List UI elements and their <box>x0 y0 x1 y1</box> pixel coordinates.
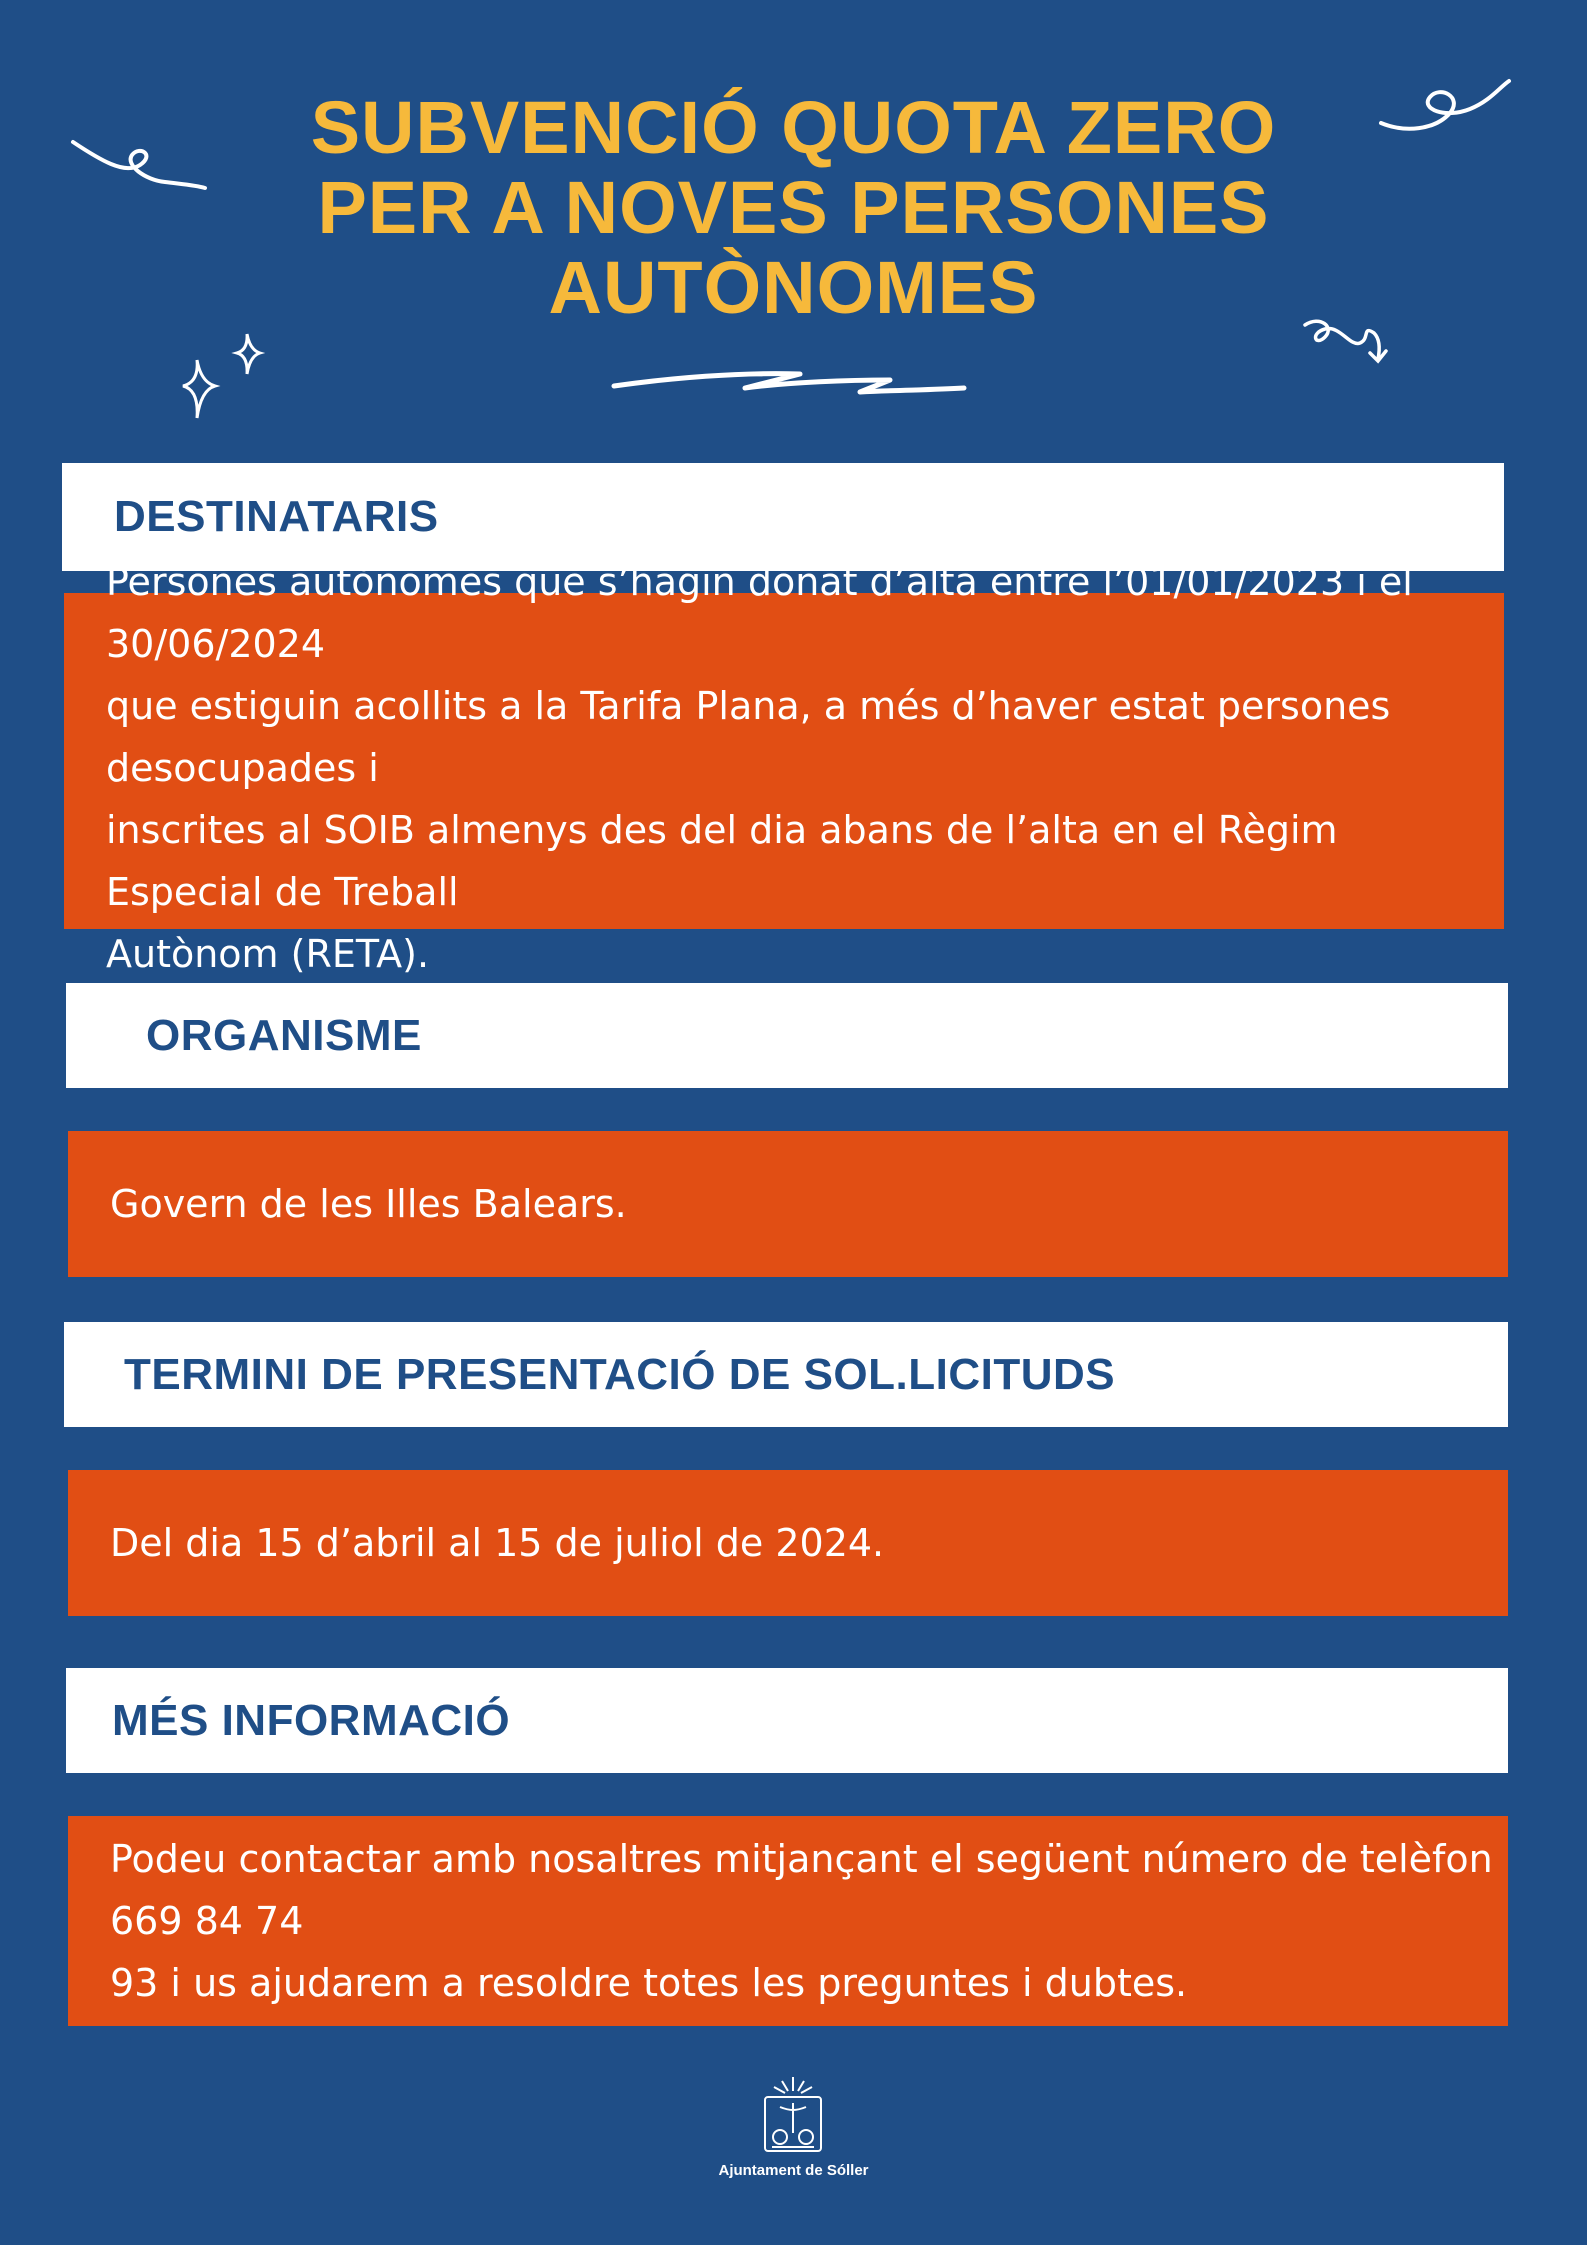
section-body-termini <box>68 1470 1508 1616</box>
body-line: 93 i us ajudarem a resoldre totes les preguntes i dubtes. <box>110 1961 1188 2005</box>
zigzag-underline-icon <box>610 360 970 400</box>
swirl-right-icon <box>1375 75 1515 145</box>
body-line: Podeu contactar amb nosaltres mitjançant el següent número de telèfon 669 84 74 <box>110 1837 1493 1943</box>
section-heading: DESTINATARIS <box>114 492 439 541</box>
body-line: Govern de les Illes Balears. <box>110 1182 627 1226</box>
page-title <box>0 88 1587 328</box>
body-line: Autònom (RETA). <box>106 932 430 976</box>
section-heading: TERMINI DE PRESENTACIÓ DE SOL.LICITUDS <box>124 1349 1116 1399</box>
body-line: Persones autònomes que s’hagin donat d’alta entre l’01/01/2023 i el 30/06/2024 <box>106 560 1413 666</box>
section-header-mes-informacio <box>66 1668 1508 1773</box>
loop-arrow-icon <box>1300 315 1390 375</box>
sparkles-icon <box>175 330 270 430</box>
section-body-organisme <box>68 1131 1508 1277</box>
title-line-1: SUBVENCIÓ QUOTA ZERO <box>310 86 1277 169</box>
coat-of-arms-icon <box>760 2075 826 2155</box>
body-line: Del dia 15 d’abril al 15 de juliol de 2024. <box>110 1521 885 1565</box>
body-line: inscrites al SOIB almenys des del dia abans de l’alta en el Règim Especial de Treball <box>106 808 1338 914</box>
section-header-organisme <box>66 983 1508 1088</box>
section-header-termini <box>64 1322 1508 1427</box>
body-line: que estiguin acollits a la Tarifa Plana, a més d’haver estat persones desocupades i <box>106 684 1391 790</box>
title-line-2: PER A NOVES PERSONES <box>317 166 1270 249</box>
section-heading: ORGANISME <box>146 1010 422 1060</box>
title-line-3: AUTÒNOMES <box>548 246 1039 329</box>
swirl-left-icon <box>70 130 210 200</box>
section-body-destinataris <box>64 560 1504 976</box>
logo-caption: Ajuntament de Sóller <box>718 2162 869 2179</box>
section-body-mes-informacio <box>68 1816 1508 2026</box>
section-heading: MÉS INFORMACIÓ <box>112 1695 511 1745</box>
